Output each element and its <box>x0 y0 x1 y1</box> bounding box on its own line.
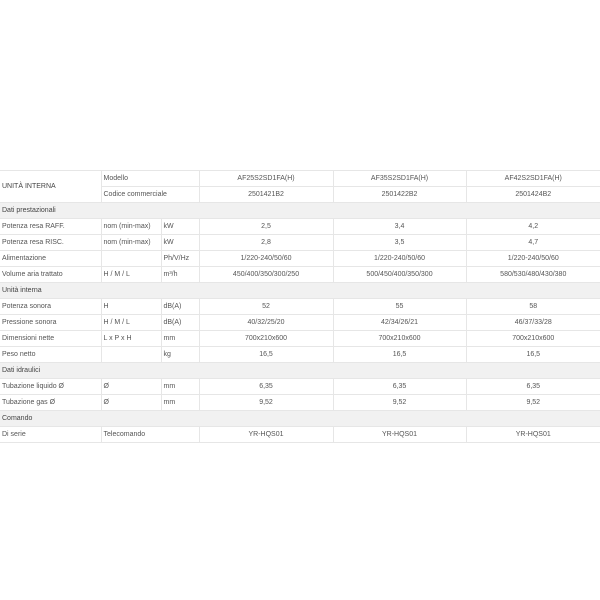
row-value: 1/220-240/50/60 <box>199 251 333 267</box>
row-value: 55 <box>333 299 466 315</box>
row-value: 6,35 <box>199 379 333 395</box>
table-row <box>0 235 600 251</box>
section-title: Dati idraulici <box>0 363 600 379</box>
row-value: 9,52 <box>466 395 600 411</box>
row-unit: kg <box>161 347 199 363</box>
section-header <box>0 283 600 299</box>
row-value: 16,5 <box>199 347 333 363</box>
row-value: 9,52 <box>333 395 466 411</box>
section-title: Unità interna <box>0 283 600 299</box>
row-value: 700x210x600 <box>466 331 600 347</box>
row-label: Potenza resa RAFF. <box>0 219 101 235</box>
row-condition: nom (min-max) <box>101 235 161 251</box>
commercial-code: 2501424B2 <box>466 187 600 203</box>
header-row-model <box>0 171 600 187</box>
row-condition: Telecomando <box>101 427 199 443</box>
row-value: 40/32/25/20 <box>199 315 333 331</box>
row-value: 16,5 <box>333 347 466 363</box>
table-row <box>0 219 600 235</box>
section-title: Dati prestazionali <box>0 203 600 219</box>
row-condition <box>101 347 161 363</box>
section-title: Comando <box>0 411 600 427</box>
row-condition: Ø <box>101 395 161 411</box>
row-condition: H / M / L <box>101 267 161 283</box>
row-label: Alimentazione <box>0 251 101 267</box>
model-name: AF35S2SD1FA(H) <box>333 171 466 187</box>
row-label: Peso netto <box>0 347 101 363</box>
row-value: 700x210x600 <box>333 331 466 347</box>
section-header <box>0 363 600 379</box>
row-value: 700x210x600 <box>199 331 333 347</box>
commercial-code: 2501421B2 <box>199 187 333 203</box>
row-value: 500/450/400/350/300 <box>333 267 466 283</box>
row-label: Potenza sonora <box>0 299 101 315</box>
row-value: 16,5 <box>466 347 600 363</box>
row-value: 1/220-240/50/60 <box>466 251 600 267</box>
row-unit: mm <box>161 379 199 395</box>
model-name: AF25S2SD1FA(H) <box>199 171 333 187</box>
row-label: Tubazione liquido Ø <box>0 379 101 395</box>
row-value: 1/220-240/50/60 <box>333 251 466 267</box>
row-condition: L x P x H <box>101 331 161 347</box>
commercial-code: 2501422B2 <box>333 187 466 203</box>
row-value: 46/37/33/28 <box>466 315 600 331</box>
row-value: 4,2 <box>466 219 600 235</box>
row-value: 2,5 <box>199 219 333 235</box>
row-value: YR-HQS01 <box>199 427 333 443</box>
row-value: YR-HQS01 <box>466 427 600 443</box>
model-name: AF42S2SD1FA(H) <box>466 171 600 187</box>
row-condition: H <box>101 299 161 315</box>
row-value: 6,35 <box>466 379 600 395</box>
row-value: 3,5 <box>333 235 466 251</box>
row-value: 2,8 <box>199 235 333 251</box>
row-label: Volume aria trattato <box>0 267 101 283</box>
row-label: Potenza resa RISC. <box>0 235 101 251</box>
table-row <box>0 299 600 315</box>
row-condition: nom (min-max) <box>101 219 161 235</box>
table-row <box>0 251 600 267</box>
row-label: Pressione sonora <box>0 315 101 331</box>
row-unit: mm <box>161 331 199 347</box>
table-row <box>0 347 600 363</box>
row-value: 580/530/480/430/380 <box>466 267 600 283</box>
row-unit: dB(A) <box>161 299 199 315</box>
table-row <box>0 395 600 411</box>
row-unit: Ph/V/Hz <box>161 251 199 267</box>
row-value: 3,4 <box>333 219 466 235</box>
row-unit: kW <box>161 235 199 251</box>
row-value: 58 <box>466 299 600 315</box>
table-title: UNITÀ INTERNA <box>0 171 101 203</box>
section-header <box>0 203 600 219</box>
row-unit: kW <box>161 219 199 235</box>
row-value: 6,35 <box>333 379 466 395</box>
code-label: Codice commerciale <box>101 187 199 203</box>
row-condition: Ø <box>101 379 161 395</box>
table-row <box>0 427 600 443</box>
section-header <box>0 411 600 427</box>
row-condition <box>101 251 161 267</box>
row-value: 9,52 <box>199 395 333 411</box>
row-value: 42/34/26/21 <box>333 315 466 331</box>
model-label: Modello <box>101 171 199 187</box>
row-label: Di serie <box>0 427 101 443</box>
row-value: 450/400/350/300/250 <box>199 267 333 283</box>
table-row <box>0 331 600 347</box>
row-condition: H / M / L <box>101 315 161 331</box>
row-label: Tubazione gas Ø <box>0 395 101 411</box>
table-row <box>0 379 600 395</box>
row-label: Dimensioni nette <box>0 331 101 347</box>
row-unit: mm <box>161 395 199 411</box>
spec-table <box>0 170 600 443</box>
row-unit: dB(A) <box>161 315 199 331</box>
row-unit: m³/h <box>161 267 199 283</box>
row-value: YR-HQS01 <box>333 427 466 443</box>
row-value: 52 <box>199 299 333 315</box>
row-value: 4,7 <box>466 235 600 251</box>
table-row <box>0 315 600 331</box>
table-row <box>0 267 600 283</box>
